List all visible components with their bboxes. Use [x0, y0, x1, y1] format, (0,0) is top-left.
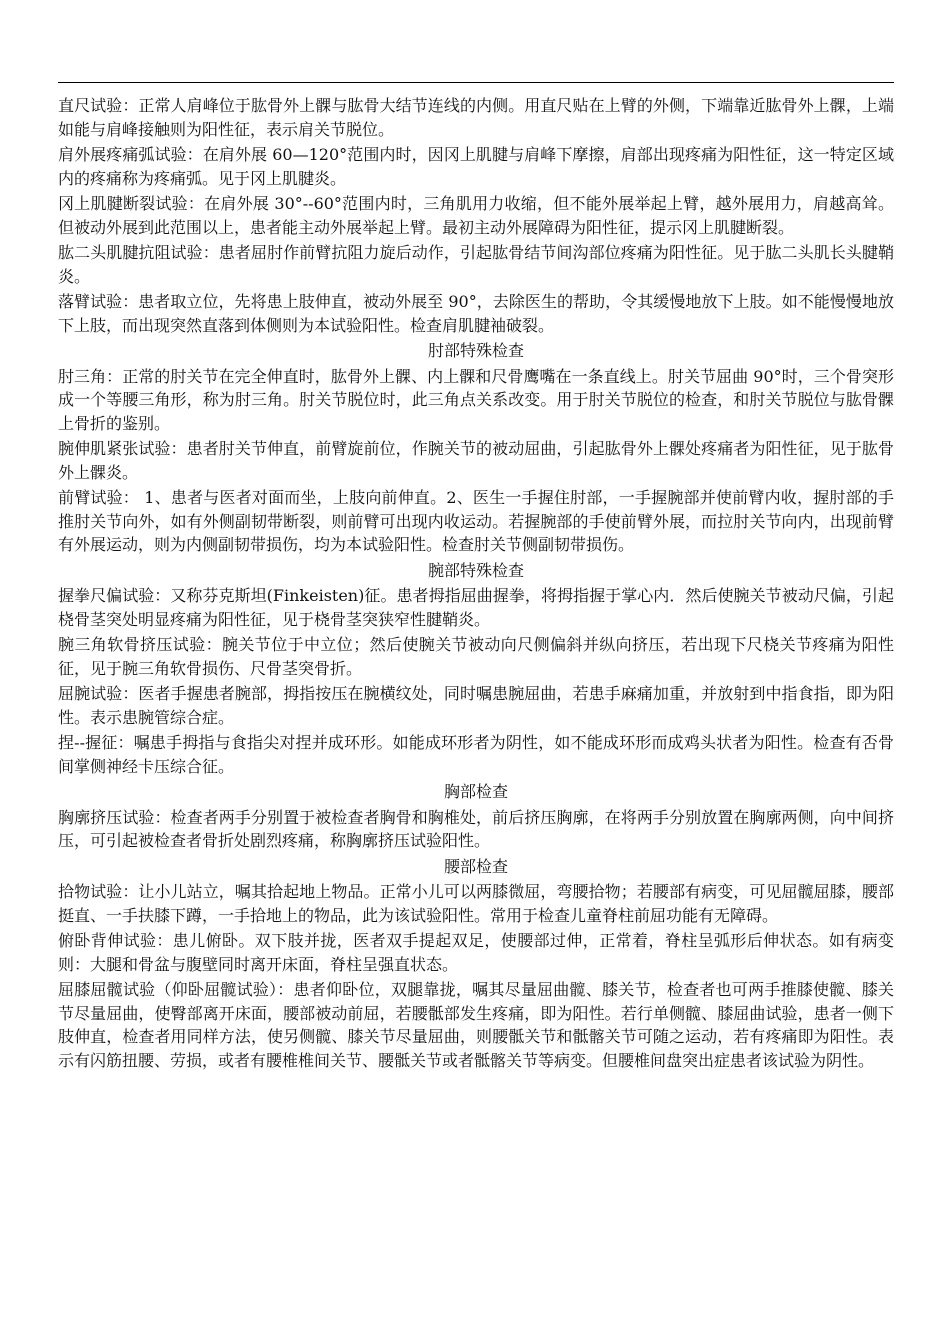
paragraph: 腕三角软骨挤压试验：腕关节位于中立位；然后使腕关节被动向尺侧偏斜并纵向挤压，若出现下尺桡关节疼痛为阳性征，见于腕三角软骨损伤、尺骨茎突骨折。 — [58, 635, 894, 678]
document-body — [58, 94, 894, 1074]
section-shoulder — [58, 94, 894, 337]
paragraph: 前臂试验： 1、患者与医者对面而坐，上肢向前伸直。2、医生一手握住肘部，一手握腕部并使前臂内收，握肘部的手推肘关节向外，如有外侧副韧带断裂，则前臂可出现内收运动。若握腕部的手使前臂外展，而拉肘关节向内，出现前臂有外展运动，则为内侧副韧带损伤，均为本试验阳性。检查肘关节侧副韧带损伤。 — [58, 488, 894, 554]
paragraph: 俯卧背伸试验：患儿俯卧。双下肢并拢，医者双手提起双足，使腰部过伸，正常着，脊柱呈弧形后伸状态。如有病变则：大腿和骨盆与腹壁同时离开床面，脊柱呈强直状态。 — [58, 931, 894, 974]
section-heading: 肘部特殊检查 — [427, 341, 524, 360]
paragraph: 捏--握征：嘱患手拇指与食指尖对捏并成环形。如能成环形者为阴性，如不能成环形而成鸡头状者为阳性。检查有否骨间掌侧神经卡压综合征。 — [58, 733, 894, 776]
paragraph: 肘三角：正常的肘关节在完全伸直时，肱骨外上髁、内上髁和尺骨鹰嘴在一条直线上。肘关节屈曲 90°时，三个骨突形成一个等腰三角形，称为肘三角。肘关节脱位时，此三角点关系改变。用于肘关节脱位的检查，和肘关节脱位与肱骨髁上骨折的鉴别。 — [58, 366, 894, 433]
paragraph: 拾物试验：让小儿站立，嘱其拾起地上物品。正常小儿可以两膝微屈，弯腰拾物；若腰部有病变，可见屈髋屈膝，腰部挺直、一手扶膝下蹲，一手拾地上的物品，此为该试验阳性。常用于检查儿童脊柱前屈功能有无障碍。 — [58, 882, 894, 925]
section-elbow — [58, 339, 894, 557]
paragraph: 屈膝屈髋试验（仰卧屈髋试验）：患者仰卧位，双腿靠拢，嘱其尽量屈曲髋、膝关节，检查者也可两手推膝使髋、膝关节尽量屈曲，使臀部离开床面，腰部被动前屈，若腰骶部发生疼痛，即为阳性。若行单侧髋、膝屈曲试验，患者一侧下肢伸直，检查者用同样方法，使另侧髋、膝关节尽量屈曲，则腰骶关节和骶髂关节可随之运动，若有疼痛即为阳性。表示有闪筋扭腰、劳损，或者有腰椎椎间关节、腰骶关节或者骶髂关节等病变。但腰椎间盘突出症患者该试验为阴性。 — [58, 980, 894, 1070]
paragraph: 胸廓挤压试验：检查者两手分别置于被检查者胸骨和胸椎处，前后挤压胸廓，在将两手分别放置在胸廓两侧，向中间挤压，可引起被检查者骨折处剧烈疼痛，称胸廓挤压试验阳性。 — [58, 807, 894, 850]
paragraph: 握拳尺偏试验：又称芬克斯坦(Finkeisten)征。患者拇指屈曲握拳，将拇指握于掌心内．然后使腕关节被动尺偏，引起桡骨茎突处明显疼痛为阳性征，见于桡骨茎突狭窄性腱鞘炎。 — [58, 586, 894, 629]
paragraph: 肩外展疼痛弧试验：在肩外展 60—120°范围内时，因冈上肌腱与肩峰下摩擦，肩部出现疼痛为阳性征，这一特定区域内的疼痛称为疼痛弧。见于冈上肌腱炎。 — [58, 145, 894, 188]
section-heading: 腕部特殊检查 — [427, 560, 524, 580]
paragraph: 落臂试验：患者取立位，先将患上肢伸直，被动外展至 90°，去除医生的帮助，令其缓慢地放下上肢。如不能慢慢地放下上肢，而出现突然直落到体侧则为本试验阳性。检查肩肌腱袖破裂。 — [58, 292, 894, 335]
paragraph: 肱二头肌腱抗阻试验：患者屈肘作前臂抗阻力旋后动作，引起肱骨结节间沟部位疼痛为阳性征。见于肱二头肌长头腱鞘炎。 — [58, 243, 894, 286]
paragraph: 屈腕试验：医者手握患者腕部，拇指按压在腕横纹处，同时嘱患腕屈曲，若患手麻痛加重，并放射到中指食指，即为阳性。表示患腕管综合症。 — [58, 684, 894, 727]
paragraph: 直尺试验：正常人肩峰位于肱骨外上髁与肱骨大结节连线的内侧。用直尺贴在上臂的外侧，下端靠近肱骨外上髁，上端如能与肩峰接触则为阳性征，表示肩关节脱位。 — [58, 96, 894, 139]
section-wrist — [58, 559, 894, 779]
section-heading: 胸部检查 — [443, 782, 508, 801]
paragraph: 冈上肌腱断裂试验：在肩外展 30°--60°范围内时，三角肌用力收缩，但不能外展举起上臂，越外展用力，肩越高耸。但被动外展到此范围以上，患者能主动外展举起上臂。最初主动外展障碍为阳性征，提示冈上肌腱断裂。 — [58, 194, 894, 237]
section-chest — [58, 780, 894, 853]
section-heading: 腰部检查 — [443, 856, 508, 876]
paragraph: 腕伸肌紧张试验：患者肘关节伸直，前臂旋前位，作腕关节的被动屈曲，引起肱骨外上髁处疼痛者为阳性征，见于肱骨外上髁炎。 — [58, 439, 894, 482]
section-lumbar — [58, 855, 894, 1073]
header-rule — [58, 82, 894, 83]
